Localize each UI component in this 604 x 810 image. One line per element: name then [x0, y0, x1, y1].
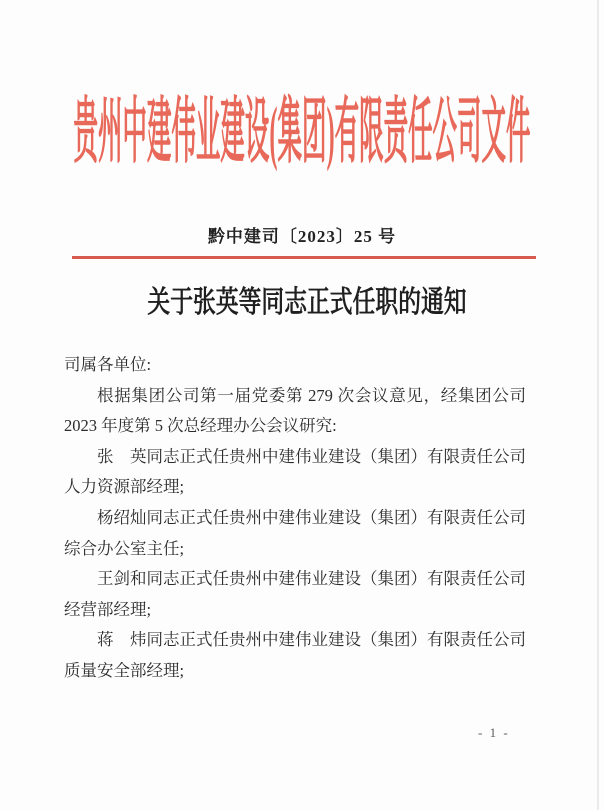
- body-line: 张 英同志正式任贵州中建伟业建设（集团）有限责任公司: [97, 446, 526, 466]
- doc-number: 黔中建司〔2023〕25 号: [207, 227, 397, 246]
- body-line: 司属各单位:: [64, 355, 152, 374]
- body-line: 杨绍灿同志正式任贵州中建伟业建设（集团）有限责任公司: [97, 507, 526, 527]
- body-line: 王剑和同志正式任贵州中建伟业建设（集团）有限责任公司: [97, 569, 526, 589]
- body-line: 人力资源部经理;: [64, 477, 185, 497]
- body-line: 蒋 炜同志正式任贵州中建伟业建设（集团）有限责任公司: [97, 630, 526, 650]
- body-line: 根据集团公司第一届党委第 279 次会议意见，经集团公司: [97, 385, 526, 405]
- document-title: 关于张英等同志正式任职的通知: [147, 286, 467, 319]
- scan-edge-artifact: [597, 0, 599, 810]
- body-line: 综合办公室主任;: [64, 538, 185, 558]
- page-number: - 1 -: [478, 725, 510, 740]
- body-line: 经营部经理;: [64, 599, 152, 619]
- body-line: 质量安全部经理;: [64, 660, 185, 680]
- document-body: [64, 350, 526, 687]
- body-line: 2023 年度第 5 次总经理办公会议研究:: [64, 416, 337, 436]
- red-divider-line: [72, 256, 536, 259]
- red-header-org-title: 贵州中建伟业建设(集团)有限责任公司文件: [73, 92, 531, 172]
